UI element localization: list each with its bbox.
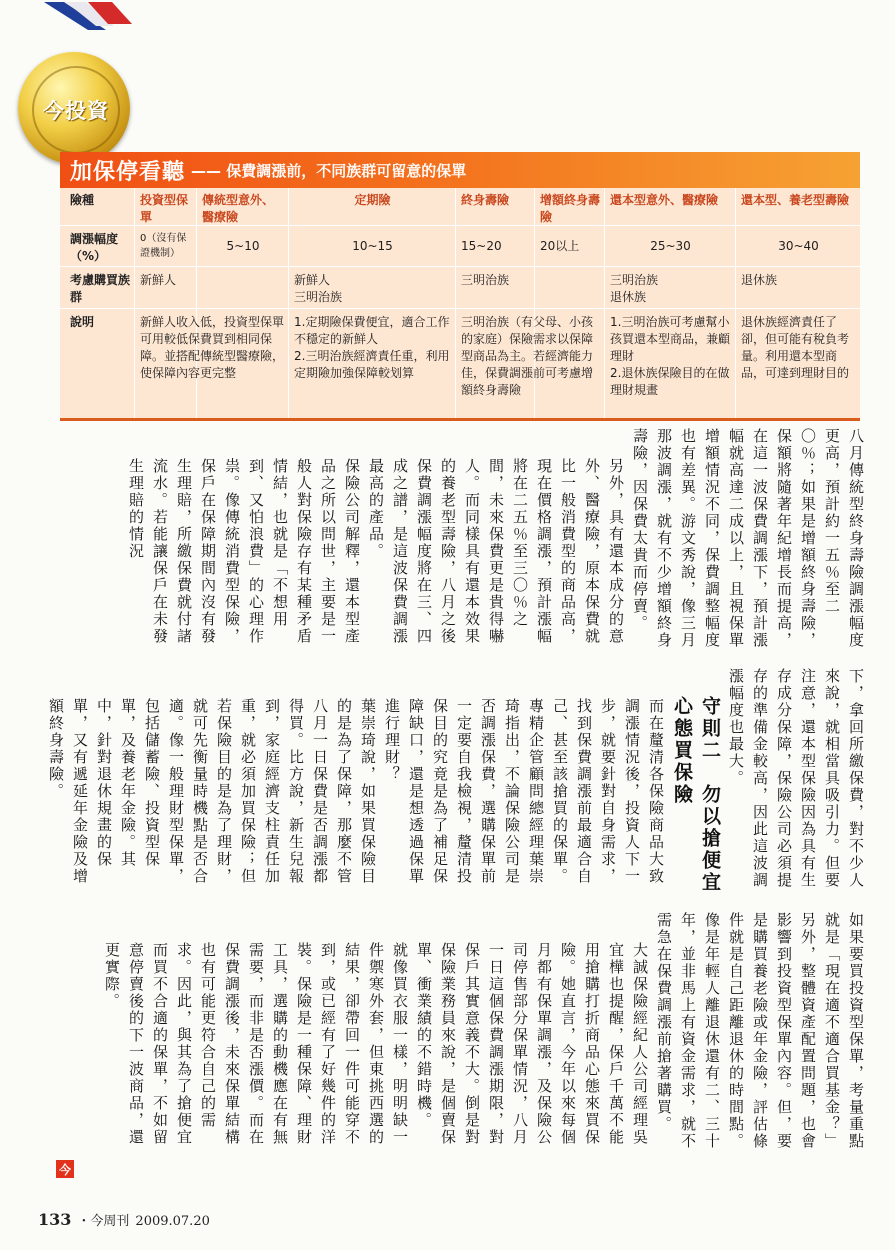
group-whole-life: 三明治族 (461, 273, 510, 287)
medal-badge (18, 52, 130, 164)
group-investment: 新鮮人 (140, 273, 177, 287)
badge-label: 今投資 (43, 99, 109, 123)
article-block-top (38, 428, 868, 653)
article-end-mark: 今 (56, 1160, 74, 1178)
note-row-label: 說明 (70, 315, 95, 329)
rate-return-medical: 25~30 (650, 239, 691, 253)
note-whole-life: 三明治族（有父母、小孩的家庭）保險需求以保障型商品為主。若經濟能力佳，保費調漲前可考慮增額終身壽險 (461, 315, 594, 397)
section-heading: 守則二 勿以搶便宜心態買保險 (671, 696, 721, 894)
header-endowment: 還本型、養老型壽險 (741, 193, 850, 207)
ribbon-decoration (36, 0, 146, 40)
page-footer (38, 1210, 210, 1229)
article-paragraph: 葉崇琦說，如果買保險目的是為了保障，那麼不管八月一日保費是否調漲都得買。比方說，新生兒報到，家庭經濟支柱責任加重，就必須加買保險；但若保險目的是為了理財，就可先衡量時機點是否合適。像一般理財型保單，包括儲蓄險、投資型保單，及養老年金險。其中，針對退休規畫的保單，又有遞延年金險及增額終身壽險。 (47, 698, 377, 885)
rate-increasing-life: 20以上 (540, 239, 580, 253)
note-endowment: 退休族經濟責任了卻，但可能有稅負考量。利用還本型商品，可達到理財目的 (741, 315, 850, 380)
rate-investment: 0（沒有保證機制） (140, 233, 187, 259)
article-paragraph: 如果要買投資型保單，考量重點就是「現在適不適合買基金？」另外，整體資產配置問題，也會影響到投資型保單內容。但，要是購買養老險或年金險，評估條件就是自己距離退休的時間點。像是年輕人離退休還有二、三十年，並非馬上有資金需求，就不需急在保費調漲前搶著購買。 (655, 912, 865, 1150)
article-block-middle (38, 668, 868, 898)
rate-endowment: 30~40 (778, 239, 819, 253)
table-grid (60, 188, 860, 418)
group-endowment: 退休族 (741, 273, 778, 287)
article-paragraph: 而在釐清各保險商品大致調漲情況後，投資人下一步，就要針對自身需求，找到保費調漲前最適合自己、甚至該搶買的保單。專精企管顧問總經理葉崇琦指出，不論保險公司是否調漲保費，選購保單前一定要自我檢視，釐清投保目的究竟是為了補足保障缺口，還是想透過保單進行理財？ (383, 698, 665, 885)
rate-row-label: 調漲幅度（%） (70, 232, 119, 263)
insurance-comparison-table (60, 152, 860, 421)
table-subtitle: —— 保費調漲前，不同族群可留意的保單 (191, 161, 467, 180)
issue-date: 2009.07.20 (135, 1214, 210, 1229)
table-title: 加保停看聽 (70, 159, 186, 185)
note-investment: 新鮮人收入低，投資型保單可用較低保費買到相同保障。並搭配傳統型醫療險，使保障內容更完整 (140, 315, 285, 380)
table-title-bar (60, 152, 860, 188)
header-return-medical: 還本型意外、醫療險 (610, 193, 719, 207)
rate-term: 10~15 (352, 239, 393, 253)
note-term: 1.定期險保費便宜，適合工作不穩定的新鮮人 2.三明治族經濟責任重，利用定期險加強保障較划算 (294, 315, 450, 380)
article-paragraph: 大誠保險經紀人公司經理吳宜樺也提醒，保戶千萬不能用搶購打折商品心態來買保險。她直言，今年以來每個月都有保單調漲，及保險公司停售部分保單情況，八月一日這個保費調漲期限，對保戶其實意義不大。倒是對保險業務員來說，是個賣保單、衝業績的不錯時機。 (415, 942, 649, 1146)
article-paragraph: 就像買衣服一樣，明明缺一件禦寒外套，但東挑西選的結果，卻帶回一件可能穿不到，或已經有了好幾件的洋裝。保險是一種保障、理財工具，選購的動機應在有無需要，而非是否漲價。而在保費調漲後，未來保單結構也有可能更符合自己的需求。因此，與其為了搶便宜而買不合適的保單，不如留意停賣後的下一波商品，還更實際。 (103, 942, 409, 1146)
rate-traditional: 5~10 (226, 239, 260, 253)
article-paragraph: 下，拿回所繳保費，對不少人來說，就相當具吸引力。但要注意，還本型保險因為具有生存成分保障，保險公司必須提存的準備金較高，因此這波調漲幅度也最大。 (727, 668, 865, 889)
article-paragraph: 八月傳統型終身壽險調漲幅度更高，預計約一五％至二〇％；如果是增額終身壽險，保額將隨著年紀增長而提高，在這一波保費調漲下，預計漲幅就高達二成以上，且視保單增額情況不同，保費調整幅度也有差異。游文秀說，像三月那波調漲，就有不少增額終身壽險，因保費太貴而停賣。 (631, 428, 865, 649)
group-term: 新鮮人 三明治族 (294, 273, 343, 304)
note-return-medical: 1.三明治族可考慮幫小孩買還本型商品，兼顧理財 2.退休族保險目的在做理財規畫 (610, 315, 731, 397)
article-paragraph: 另外，具有還本成分的意外、醫療險，原本保費就比一般消費型的商品高，現在價格調漲，預計漲幅將在二五％至三〇％之間，未來保費更是貴得嚇人。而同樣具有還本效果的養老型壽險，八月之後保費調漲幅度將在三、四成之譜，是這波保費調漲最高的產品。 (367, 458, 625, 645)
group-row-label: 考慮購買族群 (70, 273, 131, 304)
page-number: 133 (38, 1210, 72, 1229)
header-row-label: 險種 (70, 193, 95, 207)
group-return-medical: 三明治族 退休族 (610, 273, 659, 304)
header-whole-life: 終身壽險 (461, 193, 510, 207)
header-investment: 投資型保單 (140, 193, 189, 224)
header-increasing-life: 增額終身壽險 (540, 193, 601, 224)
article-paragraph: 保險公司解釋，還本型產品之所以問世，主要是一般人對保險存有某種矛盾情結，也就是「不想用到、又怕浪費」的心理作祟。像傳統消費型保險，保戶在保障期間內沒有發生理賠，所繳保費就付諸流水。若能讓保戶在未發生理賠的情況 (127, 458, 361, 645)
magazine-name: ・今周刊 (77, 1214, 130, 1229)
rate-whole-life: 15~20 (461, 239, 502, 253)
article-block-bottom (38, 912, 868, 1162)
header-traditional: 傳統型意外、醫療險 (202, 193, 275, 224)
header-term: 定期險 (354, 193, 391, 207)
